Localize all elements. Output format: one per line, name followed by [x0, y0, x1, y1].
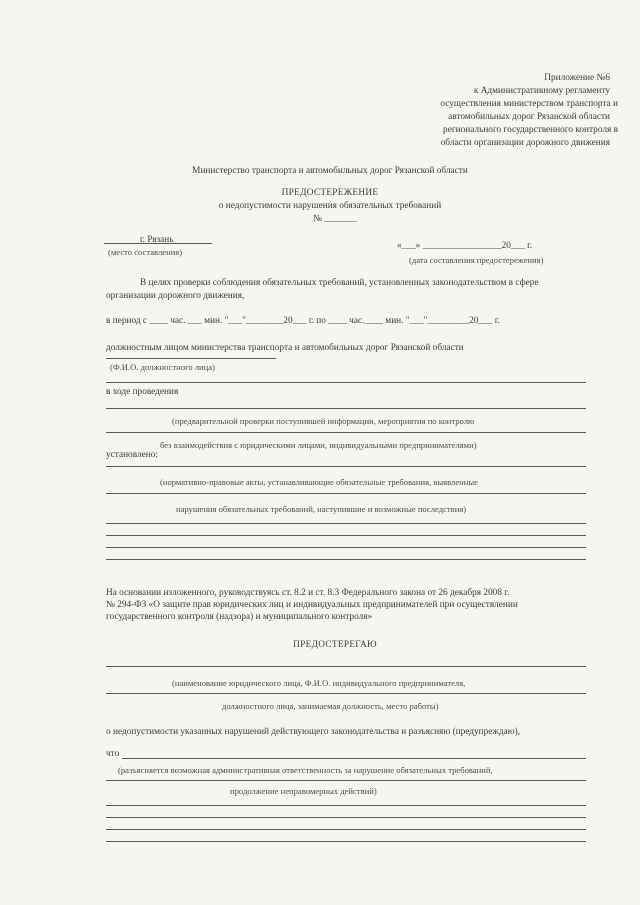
- appendix-line-6: области организации дорожного движения: [440, 138, 610, 148]
- basis-line-1: На основании изложенного, руководствуясь ст. 8.2 и ст. 8.3 Федерального закона от 26 декабря 2008 г.: [106, 588, 510, 598]
- warn-title: ПРЕДОСТЕРЕГАЮ: [293, 640, 377, 650]
- check-caption-1: (предварительной проверки поступившей информации, мероприятия по контролю: [172, 416, 475, 426]
- document-number: № _______: [313, 214, 357, 224]
- liability-blank-line-4: [106, 829, 586, 830]
- liability-caption-1: (разъясняется возможная административная ответственность за нарушение обязательных требований,: [118, 765, 493, 775]
- inadmissibility-line: о недопустимости указанных нарушений действующего законодательства и разъясняю (предупреждаю),: [106, 727, 521, 737]
- document-title: ПРЕДОСТЕРЕЖЕНИЕ: [281, 188, 379, 198]
- established-blank-line-5: [106, 547, 586, 548]
- established-blank-line-3: [106, 523, 586, 524]
- basis-line-3: государственного контроля (надзора) и муниципального контроля»: [106, 612, 373, 622]
- chto-label: что: [106, 749, 120, 759]
- chto-blank-line: [122, 758, 586, 759]
- fio-caption: (Ф.И.О. должностного лица): [110, 362, 215, 372]
- check-caption-2: без взаимодействия с юридическими лицами, индивидуальными предпринимателями): [160, 440, 477, 450]
- check-blank-line: [106, 432, 586, 433]
- place-caption: (место составления): [108, 247, 183, 257]
- ministry-name: Министерство транспорта и автомобильных дорог Рязанской области: [192, 166, 468, 176]
- official-line: должностным лицом министерства транспорта и автомобильных дорог Рязанской области: [106, 343, 464, 353]
- established-blank-line-2: [106, 493, 586, 494]
- liability-blank-line-2: [106, 805, 586, 806]
- appendix-line-3: осуществления министерством транспорта и: [440, 99, 618, 109]
- established-blank-line-4: [106, 535, 586, 536]
- entity-caption-1: (наименование юридического лица, Ф.И.О. индивидуального предпринимателя,: [172, 678, 466, 688]
- during-blank-line: [106, 408, 586, 409]
- entity-blank-line-2: [106, 693, 586, 694]
- entity-blank-line-1: [106, 666, 586, 667]
- appendix-line-4: автомобильных дорог Рязанской области: [448, 112, 610, 122]
- liability-blank-line-3: [106, 817, 586, 818]
- period-line: в период с ____ час. ___ мин. "___"________20___ г. по ____ час.____ мин. "___"_________20___ г.: [106, 316, 500, 326]
- fio-blank-line: [106, 382, 586, 383]
- appendix-line-2: к Административному регламенту: [473, 86, 610, 96]
- city-name: г. Рязань: [140, 235, 174, 245]
- liability-caption-2: продолжение неправомерных действий): [230, 786, 377, 796]
- purpose-line-2: организации дорожного движения,: [106, 291, 245, 301]
- during-label: в ходе проведения: [106, 387, 179, 397]
- basis-line-2: № 294-ФЗ «О защите прав юридических лиц и индивидуальных предпринимателей при осуществлении: [106, 600, 518, 610]
- document-subtitle: о недопустимости нарушения обязательных требований: [218, 201, 442, 211]
- acts-caption-2: нарушения обязательных требований, наступившие и возможные последствия): [176, 504, 467, 514]
- established-blank-line-6: [106, 559, 586, 560]
- date-caption: (дата составления предостережения): [409, 255, 544, 265]
- liability-blank-line-1: [106, 780, 586, 781]
- acts-caption-1: (нормативно-правовые акты, устанавливающие обязательные требования, выявленные: [160, 477, 478, 487]
- fio-underline: [106, 358, 276, 359]
- place-underline: [104, 243, 212, 244]
- liability-blank-line-5: [106, 841, 586, 842]
- purpose-line-1: В целях проверки соблюдения обязательных требований, установленных законодательством в сфере: [140, 278, 539, 288]
- entity-caption-2: должностного лица, занимаемая должность, место работы): [222, 701, 439, 711]
- appendix-line-5: регионального государственного контроля в: [443, 125, 618, 135]
- established-blank-line-1: [106, 466, 586, 467]
- established-label: установлено:: [106, 450, 158, 460]
- appendix-number: Приложение №6: [544, 73, 610, 83]
- date-line: «___» _________________20___ г.: [397, 241, 533, 251]
